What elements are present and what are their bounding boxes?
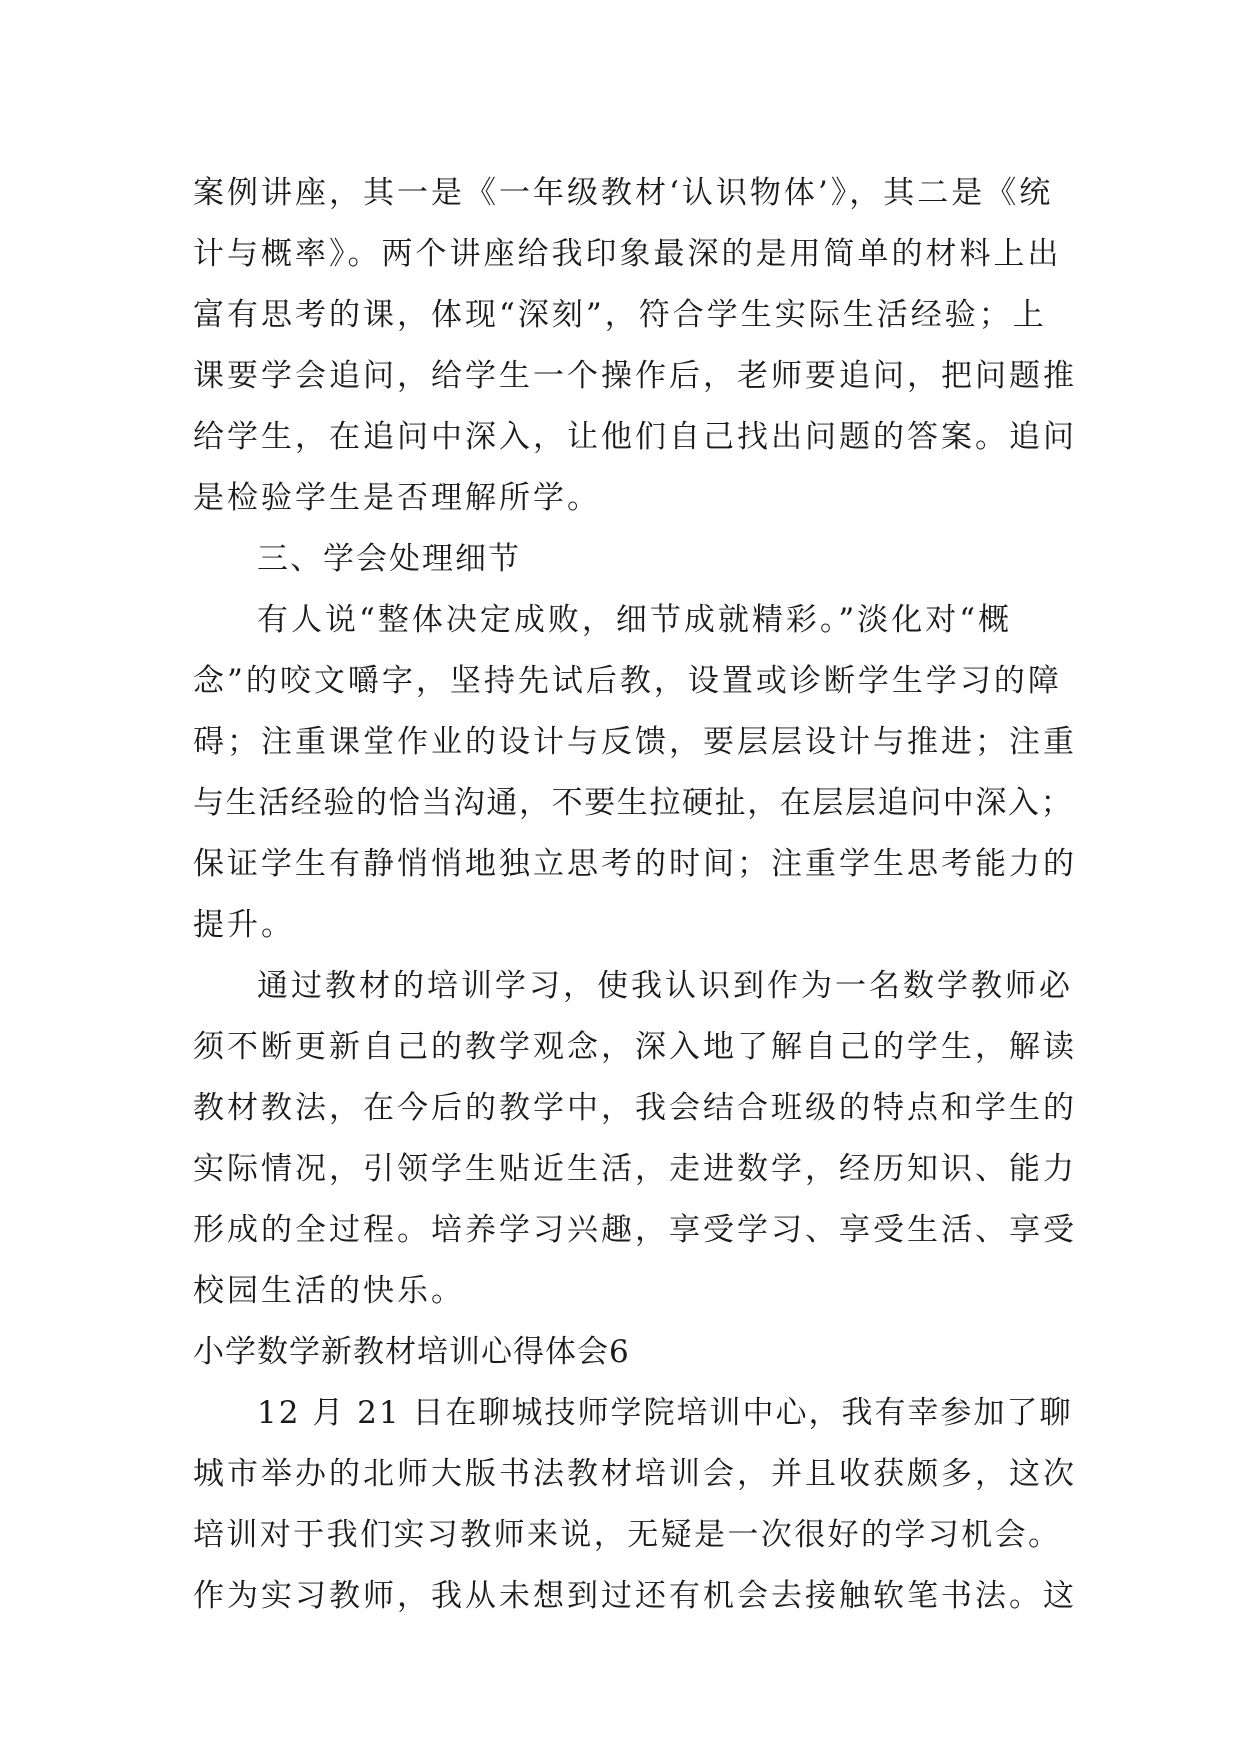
paragraph-first-line: 有人说“整体决定成败，细节成就精彩。”淡化对“概 bbox=[257, 602, 1013, 638]
body-text-line: 实际情况，引领学生贴近生活，走进数学，经历知识、能力 bbox=[193, 1151, 1077, 1187]
body-text-line: 课要学会追问，给学生一个操作后，老师要追问，把问题推 bbox=[193, 358, 1077, 394]
body-text-line: 培训对于我们实习教师来说，无疑是一次很好的学习机会。 bbox=[193, 1517, 1062, 1553]
paragraph-first-line: 通过教材的培训学习，使我认识到作为一名数学教师必 bbox=[257, 968, 1073, 1004]
body-text-line: 富有思考的课，体现“深刻”，符合学生实际生活经验；上 bbox=[193, 297, 1047, 333]
article-title: 小学数学新教材培训心得体会6 bbox=[193, 1334, 630, 1370]
body-text-line: 城市举办的北师大版书法教材培训会，并且收获颇多，这次 bbox=[193, 1456, 1077, 1492]
document-body bbox=[193, 163, 1077, 1627]
body-text-line: 教材教法，在今后的教学中，我会结合班级的特点和学生的 bbox=[193, 1090, 1077, 1126]
body-text-line: 须不断更新自己的教学观念，深入地了解自己的学生，解读 bbox=[193, 1029, 1077, 1065]
body-text-line: 形成的全过程。培养学习兴趣，享受学习、享受生活、享受 bbox=[193, 1212, 1077, 1248]
body-text-line: 作为实习教师，我从未想到过还有机会去接触软笔书法。这 bbox=[193, 1578, 1077, 1614]
body-text-line: 念”的咬文嚼字，坚持先试后教，设置或诊断学生学习的障 bbox=[193, 663, 1062, 699]
body-text-line: 是检验学生是否理解所学。 bbox=[193, 480, 601, 516]
paragraph-first-line: 12 月 21 日在聊城技师学院培训中心，我有幸参加了聊 bbox=[257, 1395, 1073, 1431]
body-text-line: 碍；注重课堂作业的设计与反馈，要层层设计与推进；注重 bbox=[193, 724, 1077, 760]
body-text-line: 与生活经验的恰当沟通，不要生拉硬扯，在层层追问中深入； bbox=[193, 785, 1074, 821]
section-heading: 三、学会处理细节 bbox=[257, 541, 521, 577]
body-text-line: 校园生活的快乐。 bbox=[193, 1273, 465, 1309]
body-text-line: 计与概率》。两个讲座给我印象最深的是用简单的材料上出 bbox=[193, 236, 1062, 272]
body-text-line: 提升。 bbox=[193, 907, 295, 943]
body-text-line: 给学生，在追问中深入，让他们自己找出问题的答案。追问 bbox=[193, 419, 1077, 455]
body-text-line: 案例讲座，其一是《一年级教材‘认识物体’》，其二是《统 bbox=[193, 175, 1054, 211]
body-text-line: 保证学生有静悄悄地独立思考的时间；注重学生思考能力的 bbox=[193, 846, 1077, 882]
